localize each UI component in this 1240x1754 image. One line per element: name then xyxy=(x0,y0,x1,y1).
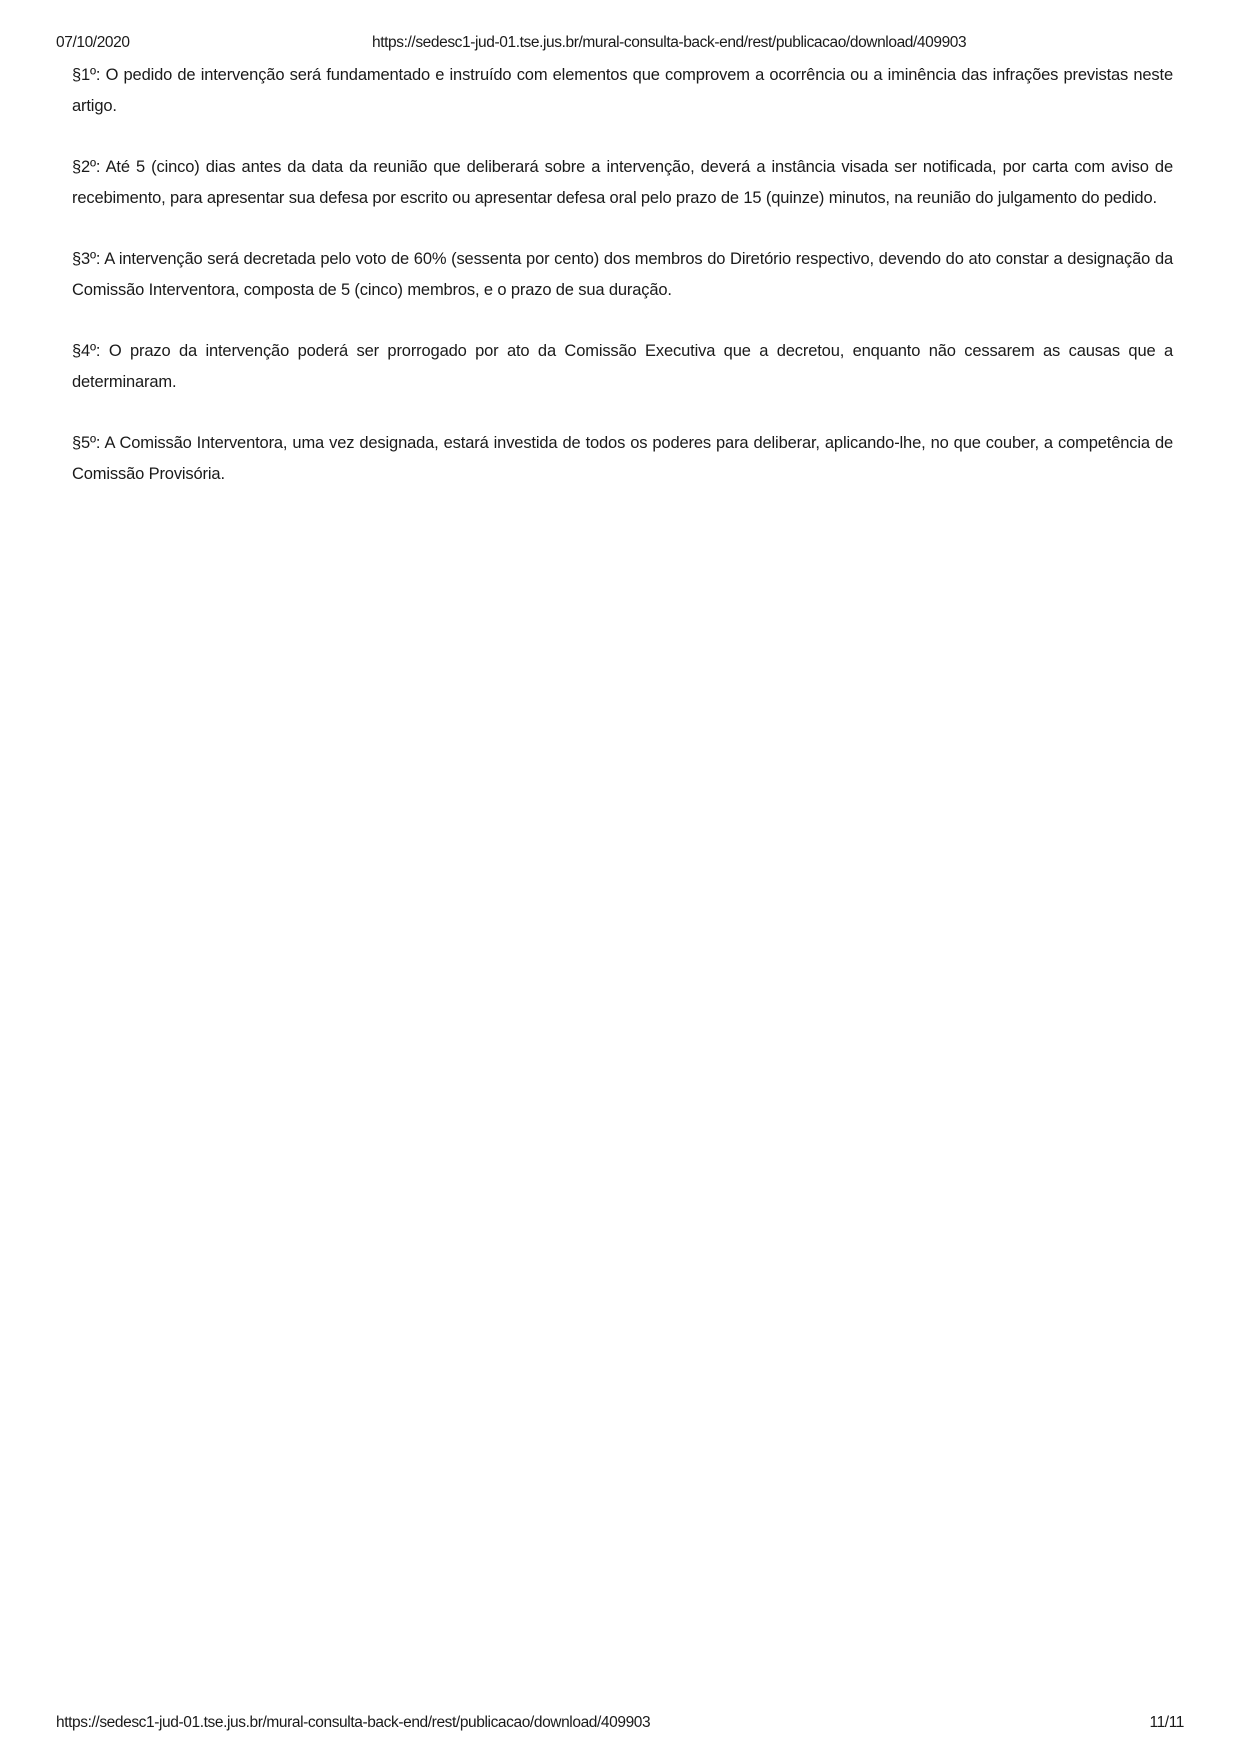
document-body xyxy=(72,60,1173,520)
print-footer xyxy=(56,1714,1184,1734)
paragraph-4: §4º: O prazo da intervenção poderá ser prorrogado por ato da Comissão Executiva que a decretou, enquanto não cessarem as causas que a determinaram. xyxy=(72,342,1173,391)
print-date: 07/10/2020 xyxy=(56,34,130,51)
paragraph-2: §2º: Até 5 (cinco) dias antes da data da reunião que deliberará sobre a intervenção, deverá a instância visada ser notificada, por carta com aviso de recebimento, para apresentar sua defesa por escrito ou apresentar defesa oral pelo prazo de 15 (quinze) minutos, na reunião do julgamento do pedido. xyxy=(72,158,1173,207)
paragraph-1: §1º: O pedido de intervenção será fundamentado e instruído com elementos que comprovem a ocorrência ou a iminência das infrações previstas neste artigo. xyxy=(72,66,1173,115)
paragraph-5: §5º: A Comissão Interventora, uma vez designada, estará investida de todos os poderes para deliberar, aplicando-lhe, no que couber, a competência de Comissão Provisória. xyxy=(72,434,1173,483)
page-number: 11/11 xyxy=(1149,1714,1184,1731)
paragraph-3: §3º: A intervenção será decretada pelo voto de 60% (sessenta por cento) dos membros do Diretório respectivo, devendo do ato constar a designação da Comissão Interventora, composta de 5 (cinco) membros, e o prazo de sua duração. xyxy=(72,250,1173,299)
print-header-url: https://sedesc1-jud-01.tse.jus.br/mural-consulta-back-end/rest/publicacao/download/409903 xyxy=(372,34,967,51)
print-header xyxy=(56,34,1184,54)
print-footer-url: https://sedesc1-jud-01.tse.jus.br/mural-consulta-back-end/rest/publicacao/download/409903 xyxy=(56,1714,651,1731)
